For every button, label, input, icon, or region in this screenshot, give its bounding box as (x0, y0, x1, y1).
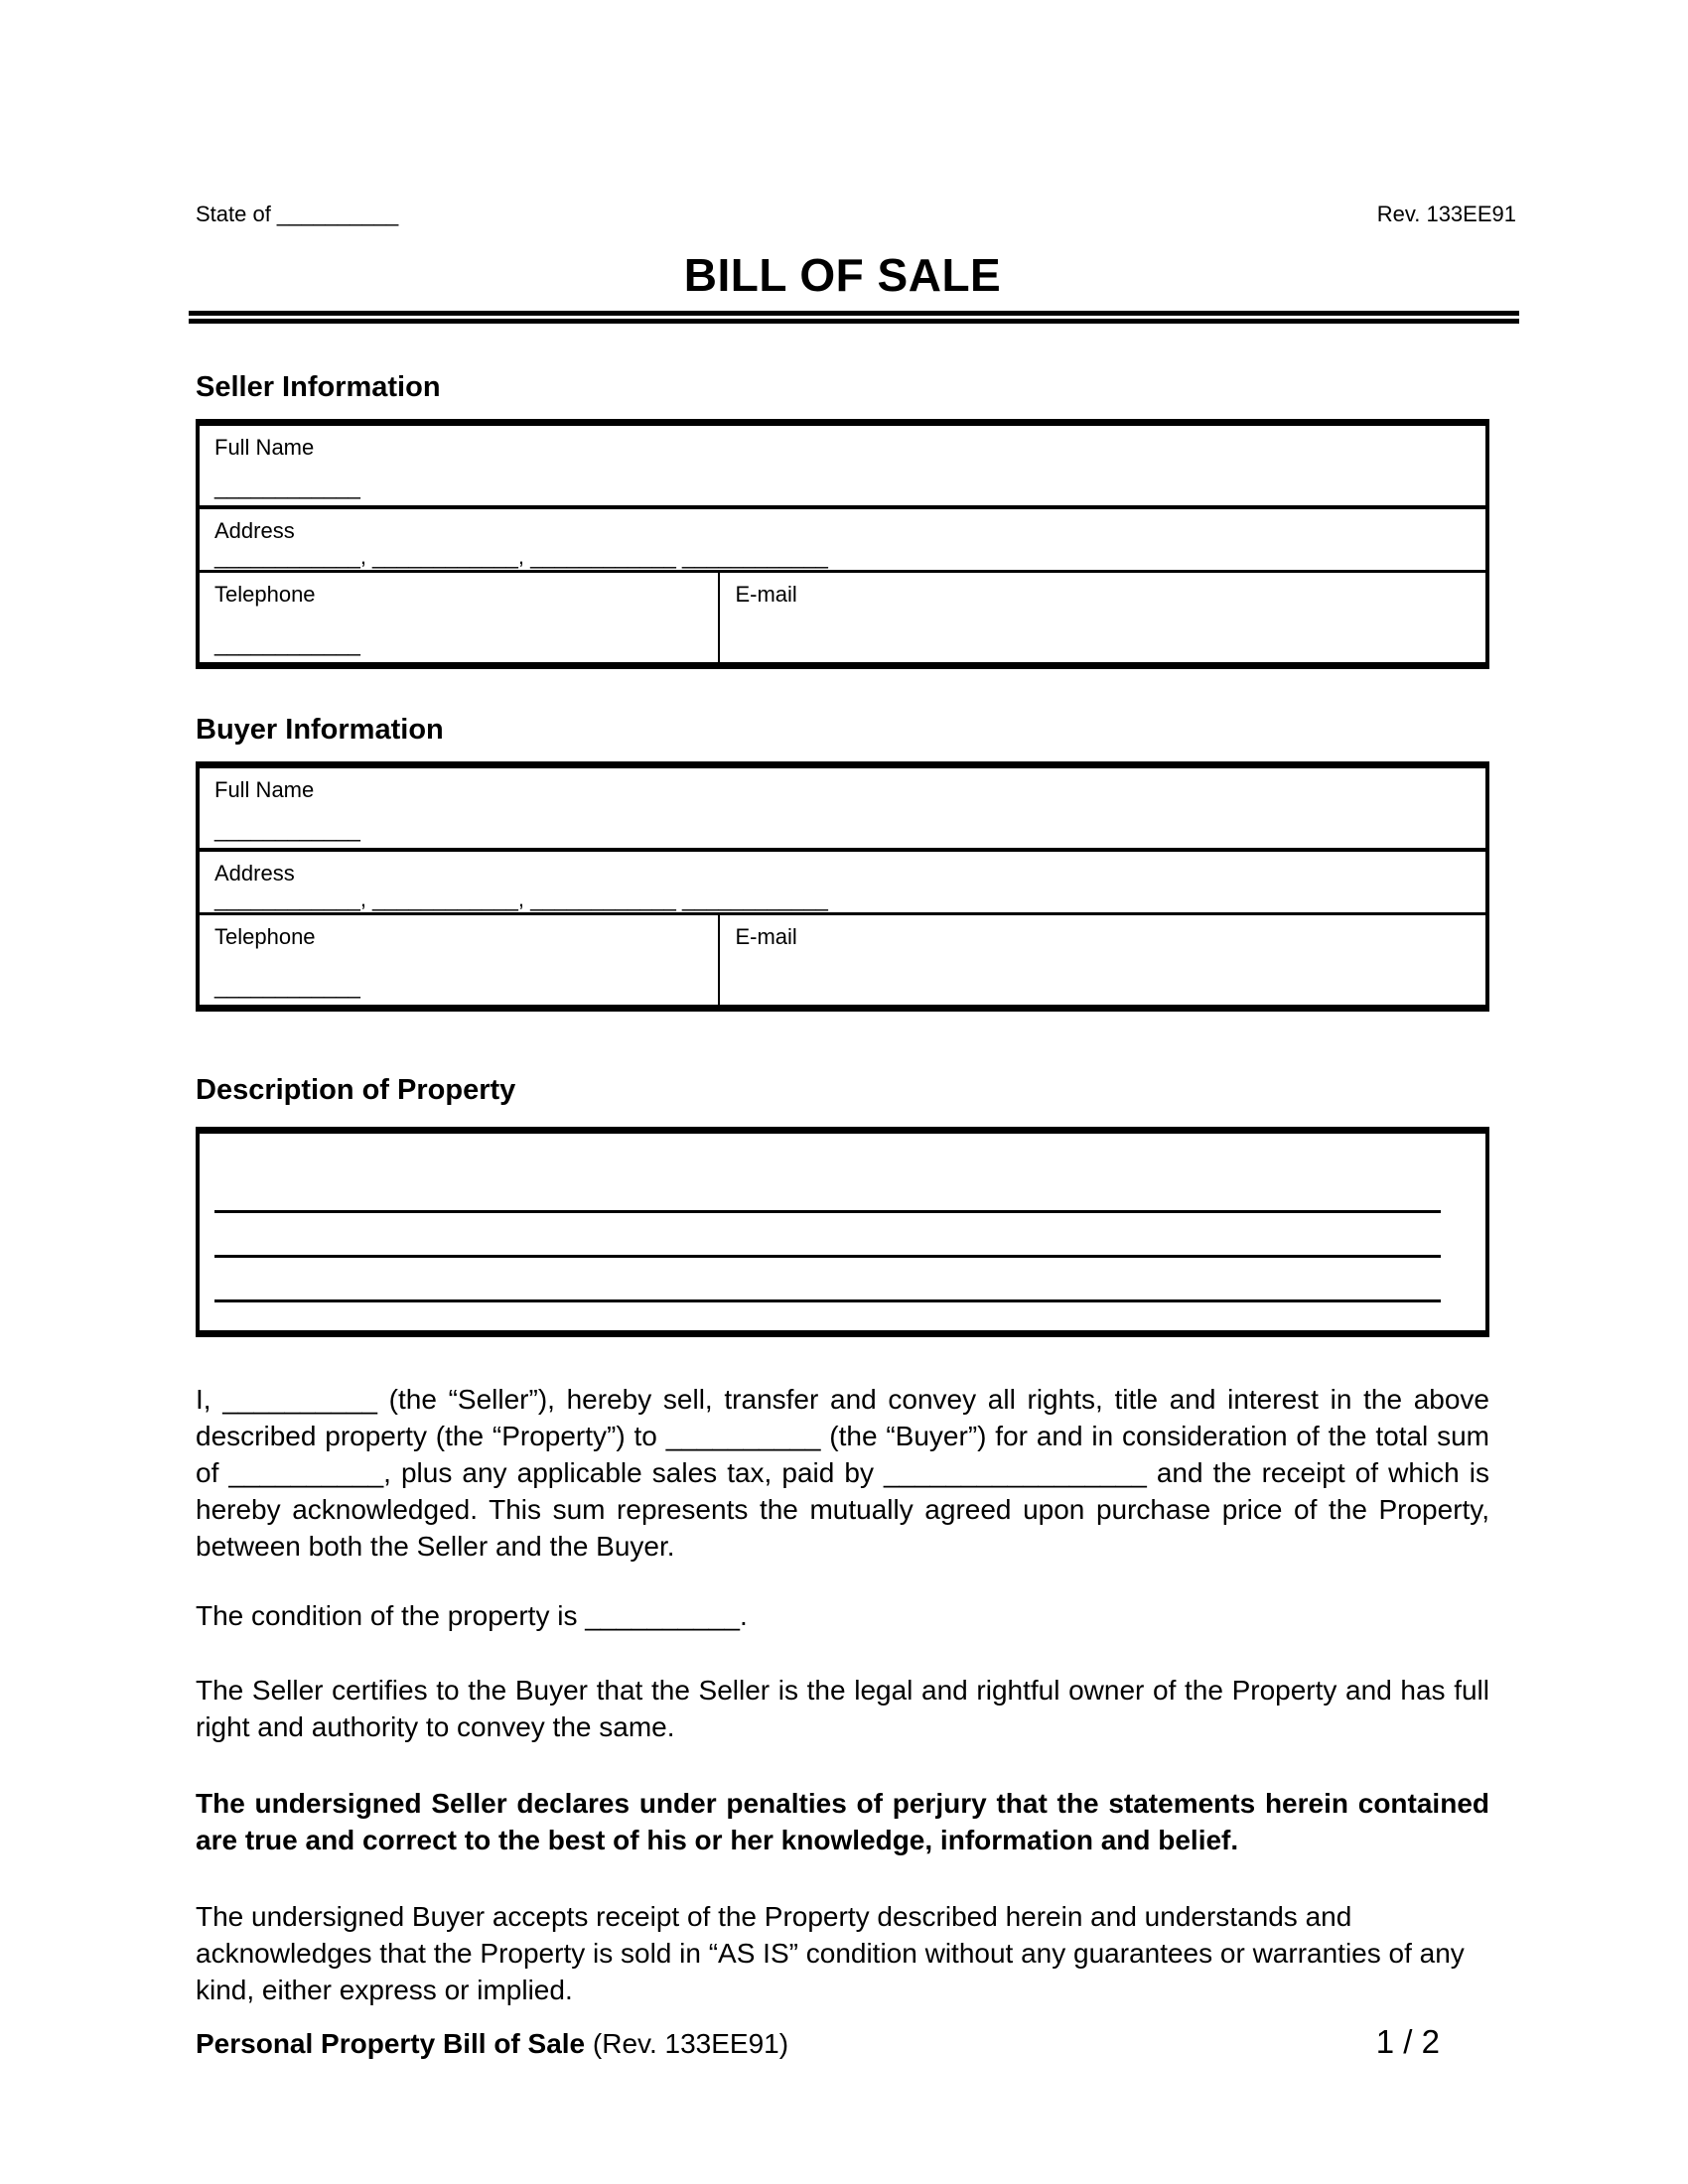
buyer-address-row (200, 852, 1485, 915)
document-header (196, 202, 1516, 227)
footer-revision: (Rev. 133EE91) (585, 2028, 789, 2059)
seller-full-name-row (200, 426, 1485, 509)
buyer-contact-row (200, 915, 1485, 1005)
seller-telephone-cell (200, 573, 720, 662)
double-rule-divider (189, 311, 1519, 324)
perjury-declaration-paragraph: The undersigned Seller declares under penalties of perjury that the statements herein contained are true and correct to the best of his or her knowledge, information and belief. (196, 1788, 1489, 1856)
footer-doc-title (196, 2028, 788, 2060)
buyer-telephone-cell (200, 915, 720, 1005)
state-blank[interactable]: __________ (276, 202, 399, 226)
seller-telephone-blank[interactable]: ____________ (214, 631, 360, 657)
buyer-address-blank[interactable]: ____________, ____________, ____________ ____________ (214, 886, 828, 911)
description-write-line[interactable] (214, 1255, 1441, 1258)
document-title: BILL OF SALE (683, 249, 1002, 302)
telephone-label: Telephone (214, 582, 316, 608)
seller-certification-paragraph: The Seller certifies to the Buyer that the Seller is the legal and rightful owner of the Property and has full right and authority to convey the same. (196, 1675, 1489, 1743)
condition-paragraph: The condition of the property is __________. (196, 1600, 748, 1632)
description-write-line[interactable] (214, 1210, 1441, 1213)
email-label: E-mail (735, 924, 797, 950)
seller-information-heading: Seller Information (196, 371, 441, 404)
address-label: Address (214, 861, 295, 887)
state-of-field (196, 202, 398, 227)
email-label: E-mail (735, 582, 797, 608)
buyer-full-name-blank[interactable]: ____________ (214, 816, 360, 842)
seller-info-table (196, 419, 1489, 669)
buyer-full-name-row (200, 768, 1485, 852)
description-of-property-heading: Description of Property (196, 1074, 516, 1107)
address-label: Address (214, 518, 295, 544)
seller-address-row (200, 509, 1485, 573)
page-footer (196, 2023, 1489, 2061)
buyer-email-cell[interactable] (720, 915, 1485, 1005)
full-name-label: Full Name (214, 435, 315, 461)
description-of-property-box (196, 1127, 1489, 1337)
full-name-label: Full Name (214, 777, 315, 803)
telephone-label: Telephone (214, 924, 316, 950)
buyer-info-table (196, 761, 1489, 1012)
sale-declaration-paragraph: I, __________ (the “Seller”), hereby sell, transfer and convey all rights, title and interest in the above described property (the “Property”) to __________ (the “Buyer”) for and in consideration of the total sum of __________, plus any applicable sales tax, paid by _________________ and the receipt of which is hereby acknowledged. This sum represents the mutually agreed upon purchase price of the Property, between both the Seller and the Buyer. (196, 1384, 1489, 1563)
seller-contact-row (200, 573, 1485, 662)
seller-email-cell[interactable] (720, 573, 1485, 662)
buyer-information-heading: Buyer Information (196, 714, 444, 747)
as-is-acknowledgement-paragraph: The undersigned Buyer accepts receipt of the Property described herein and understands and acknowledges that the Property is sold in “AS IS” condition without any guarantees or warranties of any kind, either express or implied. (196, 1901, 1465, 2006)
page-indicator: 1 / 2 (1375, 2023, 1440, 2060)
description-write-line[interactable] (214, 1299, 1441, 1302)
revision-label: Rev. 133EE91 (1376, 202, 1516, 226)
buyer-telephone-blank[interactable]: ____________ (214, 973, 360, 999)
seller-full-name-blank[interactable]: ____________ (214, 475, 360, 500)
state-of-label: State of (196, 202, 271, 226)
footer-doc-title-bold: Personal Property Bill of Sale (196, 2028, 586, 2059)
seller-address-blank[interactable]: ____________, ____________, ____________ ____________ (214, 543, 828, 569)
